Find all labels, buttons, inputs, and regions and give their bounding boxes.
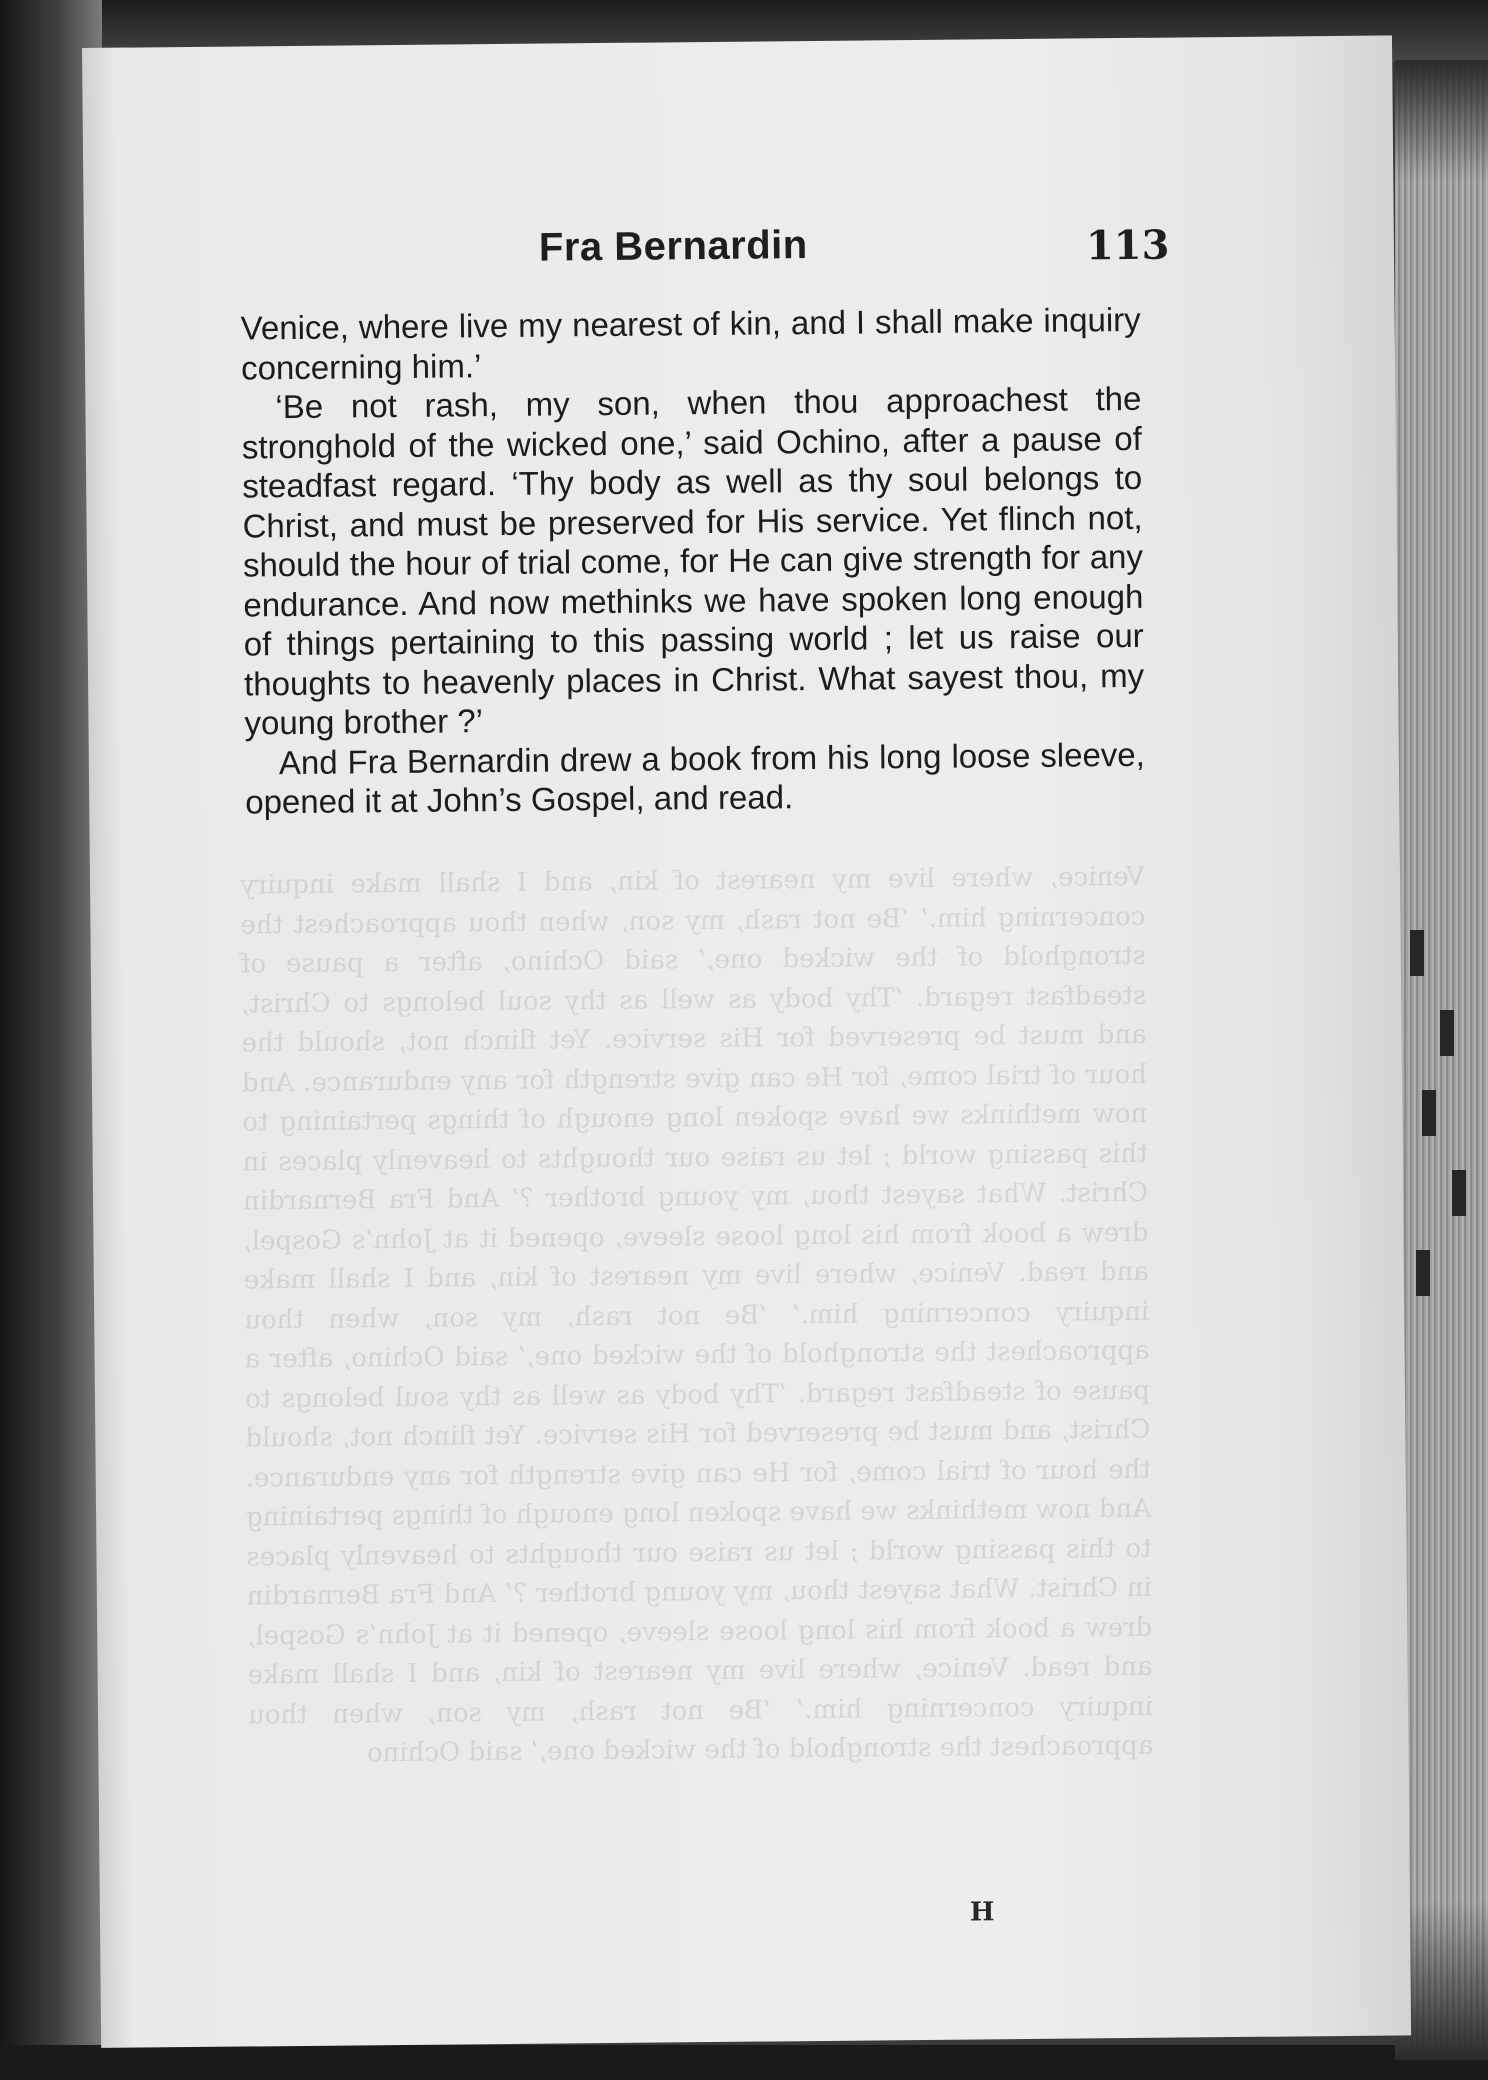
background-bottom-shadow bbox=[0, 2045, 1488, 2080]
paragraph: ‘Be not rash, my son, when thou approachest the stronghold of the wicked one,’ said Ochino, after a pause of steadfast regard. ‘Thy body as well as thy soul belongs to Christ, and must be preserved for His service. Yet flinch not, should the hour of trial come, for He can give strength for any endurance. And now methinks we have spoken long enough of things pertaining to this passing world ; let us raise our thoughts to heavenly places in Christ. What sayest thou, my young brother ?’ bbox=[241, 379, 1145, 742]
page-number: 113 bbox=[1085, 221, 1170, 270]
running-title: Fra Bernardin bbox=[538, 223, 808, 270]
paragraph: Venice, where live my nearest of kin, and I shall make inquiry concerning him.’ bbox=[240, 300, 1141, 386]
fore-edge-mark bbox=[1422, 1090, 1436, 1136]
signature-mark: H bbox=[969, 1897, 995, 1928]
book-page bbox=[82, 35, 1411, 2047]
fore-edge-mark bbox=[1416, 1250, 1430, 1296]
body-text bbox=[241, 300, 1146, 822]
fore-edge-shade bbox=[1395, 60, 1488, 2060]
show-through-text: Venice, where live my nearest of kin, and I shall make inquiry concerning him.’ ‘Be not rash, my son, when thou approachest the stronghold of the wicked one,’ said Ochino, after a pause of steadfast regard. ‘Thy body as well as thy soul belongs to Christ, and must be preserved for His service. Yet flinch not, should the hour of trial come, for He can give strength for any endurance. And now methinks we have spoken long enough of things pertaining to this passing world ; let us raise our thoughts to heavenly places in Christ. What sayest thou, my young brother ?’ And Fra Bernardin drew a book from his long loose sleeve, opened it at John’s Gospel, and read. Venice, where live my nearest of kin, and I shall make inquiry concerning him.’ ‘Be not rash, my son, when thou approachest the stronghold of the wicked one,’ said Ochino, after a pause of steadfast regard. ‘Thy body as well as thy soul belongs to Christ, and must be preserved for His service. Yet flinch not, should the hour of trial come, for He can give strength for any endurance. And now methinks we have spoken long enough of things pertaining to this passing world ; let us raise our thoughts to heavenly places in Christ. What sayest thou, my young brother ?’ And Fra Bernardin drew a book from his long loose sleeve, opened it at John’s Gospel, and read. Venice, where live my nearest of kin, and I shall make inquiry concerning him.’ ‘Be not rash, my son, when thou approachest the stronghold of the wicked one,’ said Ochino bbox=[239, 861, 1154, 1769]
page-header bbox=[84, 217, 1395, 300]
fore-edge-mark bbox=[1440, 1010, 1454, 1056]
fore-edge-mark bbox=[1452, 1170, 1466, 1216]
fore-edge-mark bbox=[1410, 930, 1424, 976]
paragraph: And Fra Bernardin drew a book from his long loose sleeve, opened it at John’s Gospel, and read. bbox=[245, 735, 1146, 821]
